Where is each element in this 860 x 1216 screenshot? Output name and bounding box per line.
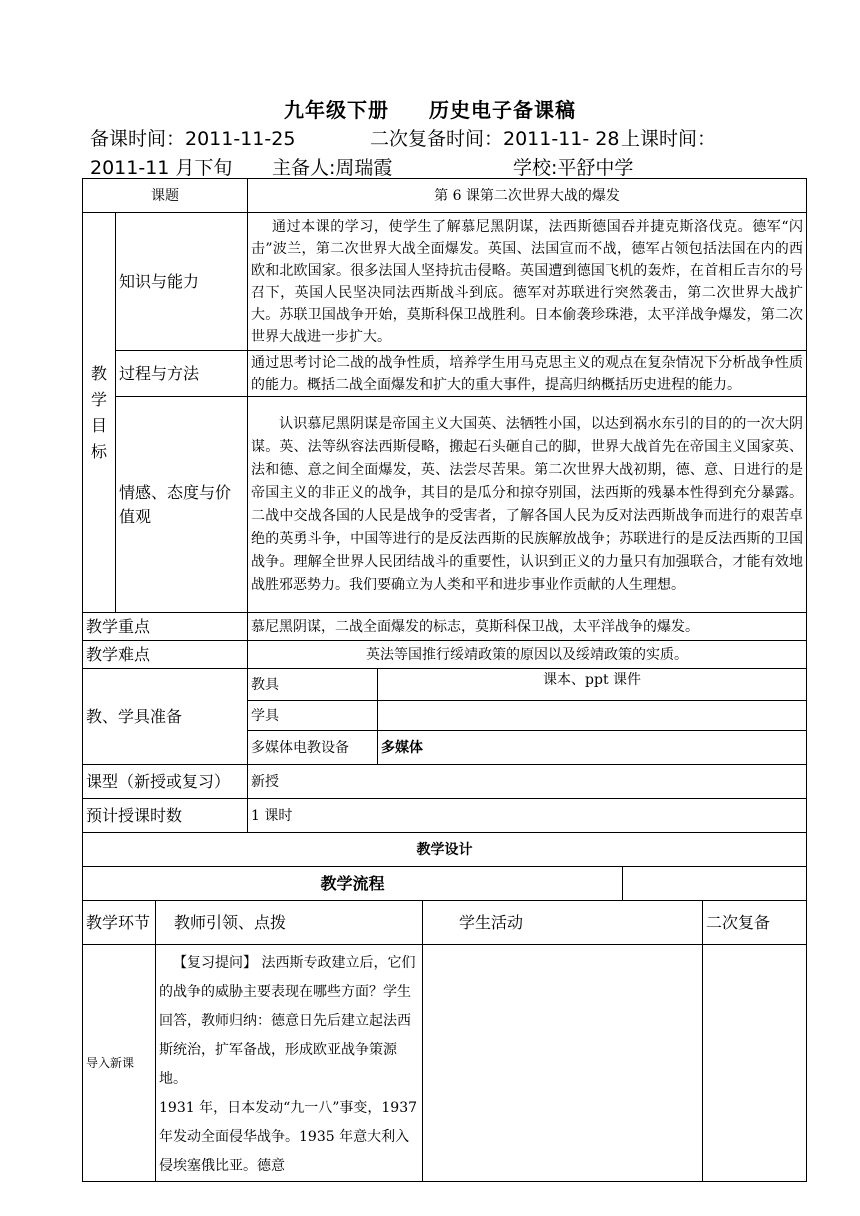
intro-p1: 【复习提问】 法西斯专政建立后，它们的战争的威胁主要表现在哪些方面？学生回答，教师归纳：德意日先后建立起法西斯统治，扩军备战，形成欧亚战争策源地。	[159, 955, 416, 1087]
intro-p2: 1931 年，日本发动“九一八”事变，1937 年发动全面侵华战争。1935 年意大利入侵埃塞俄比亚。德意	[159, 1100, 418, 1174]
school: 学校:平舒中学	[513, 157, 634, 179]
topic-label: 课题	[83, 179, 248, 213]
knowledge-label: 知识与能力	[116, 213, 248, 351]
hours-label: 预计授课时数	[83, 799, 248, 833]
class-time-label: 上课时间：	[621, 128, 717, 150]
lesson-plan-table	[82, 178, 807, 1182]
emotion-label: 情感、态度与价值观	[116, 397, 248, 613]
intro-review	[703, 945, 807, 1182]
intro-label: 导入新课	[83, 945, 156, 1182]
key-label: 教学重点	[83, 613, 248, 641]
objectives-label	[83, 213, 116, 613]
col-review: 二次复备	[703, 901, 807, 945]
document-title	[0, 94, 860, 123]
second-prep-time: 二次复备时间：2011-11- 28	[370, 128, 620, 150]
difficult-text: 英法等国推行绥靖政策的原因以及绥靖政策的实质。	[248, 641, 807, 669]
knowledge-text: 通过本课的学习，使学生了解慕尼黑阴谋，法西斯德国吞并捷克斯洛伐克。德军“闪击”波兰，第二次世界大战全面爆发。英国、法国宣而不战，德军占领包括法国在内的西欧和北欧国家。很多法国人坚持抗击侵略。英国遭到德国飞机的轰炸，在首相丘吉尔的号召下，英国人民坚决同法西斯战斗到底。德军对苏联进行突然袭击，第二次世界大战扩大。苏联卫国战争开始，莫斯科保卫战胜利。日本偷袭珍珠港，太平洋战争爆发，第二次世界大战进一步扩大。	[248, 213, 807, 351]
key-text: 慕尼黑阴谋，二战全面爆发的标志，莫斯科保卫战，太平洋战争的爆发。	[248, 613, 807, 641]
learn-tool-value	[378, 701, 807, 731]
subject-title: 历史电子备课稿	[429, 98, 576, 122]
type-value: 新授	[248, 765, 807, 799]
class-time-value: 2011-11 月下旬	[90, 157, 233, 179]
media-label: 多媒体电教设备	[248, 731, 378, 765]
objectives-label-text: 教学目标	[91, 363, 108, 461]
tools-label: 教、学具准备	[83, 669, 248, 765]
intro-content	[156, 945, 423, 1182]
flow-blank	[623, 867, 807, 901]
type-label: 课型（新授或复习）	[83, 765, 248, 799]
preparer: 主备人:周瑞霞	[272, 157, 393, 179]
grade-book: 九年级下册	[284, 98, 389, 122]
process-label: 过程与方法	[116, 351, 248, 397]
hours-value: 1 课时	[248, 799, 807, 833]
emotion-text: 认识慕尼黑阴谋是帝国主义大国英、法牺牲小国，以达到祸水东引的目的的一次大阴谋。英、法等纵容法西斯侵略，搬起石头砸自己的脚，世界大战首先在帝国主义国家英、法和德、意之间全面爆发，英、法尝尽苦果。第二次世界大战初期，德、意、日进行的是帝国主义的非正义的战争，其目的是瓜分和掠夺别国，法西斯的残暴本性得到充分暴露。二战中交战各国的人民是战争的受害者，了解各国人民为反对法西斯战争而进行的艰苦卓绝的英勇斗争，中国等进行的是反法西斯的民族解放战争；苏联进行的是反法西斯的卫国战争。理解全世界人民团结战斗的重要性，认识到正义的力量只有加强联合，才能有效地战胜邪恶势力。我们要确立为人类和平和进步事业作贡献的人生理想。	[248, 397, 807, 613]
col-stage: 教学环节	[83, 901, 156, 945]
topic-value: 第 6 课第二次世界大战的爆发	[248, 179, 807, 213]
design-label: 教学设计	[83, 833, 807, 867]
process-text: 通过思考讨论二战的战争性质，培养学生用马克思主义的观点在复杂情况下分析战争性质的能力。概括二战全面爆发和扩大的重大事件，提高归纳概括历史进程的能力。	[248, 351, 807, 397]
col-teacher: 教师引领、点拨	[156, 901, 423, 945]
learn-tool-label: 学具	[248, 701, 378, 731]
difficult-label: 教学难点	[83, 641, 248, 669]
media-value: 多媒体	[378, 731, 807, 765]
flow-label: 教学流程	[83, 867, 623, 901]
col-student: 学生活动	[423, 901, 703, 945]
teach-tool-value: 课本、ppt 课件	[378, 669, 807, 701]
intro-student	[423, 945, 703, 1182]
prep-time: 备课时间：2011-11-25	[90, 128, 296, 150]
teach-tool-label: 教具	[248, 669, 378, 701]
